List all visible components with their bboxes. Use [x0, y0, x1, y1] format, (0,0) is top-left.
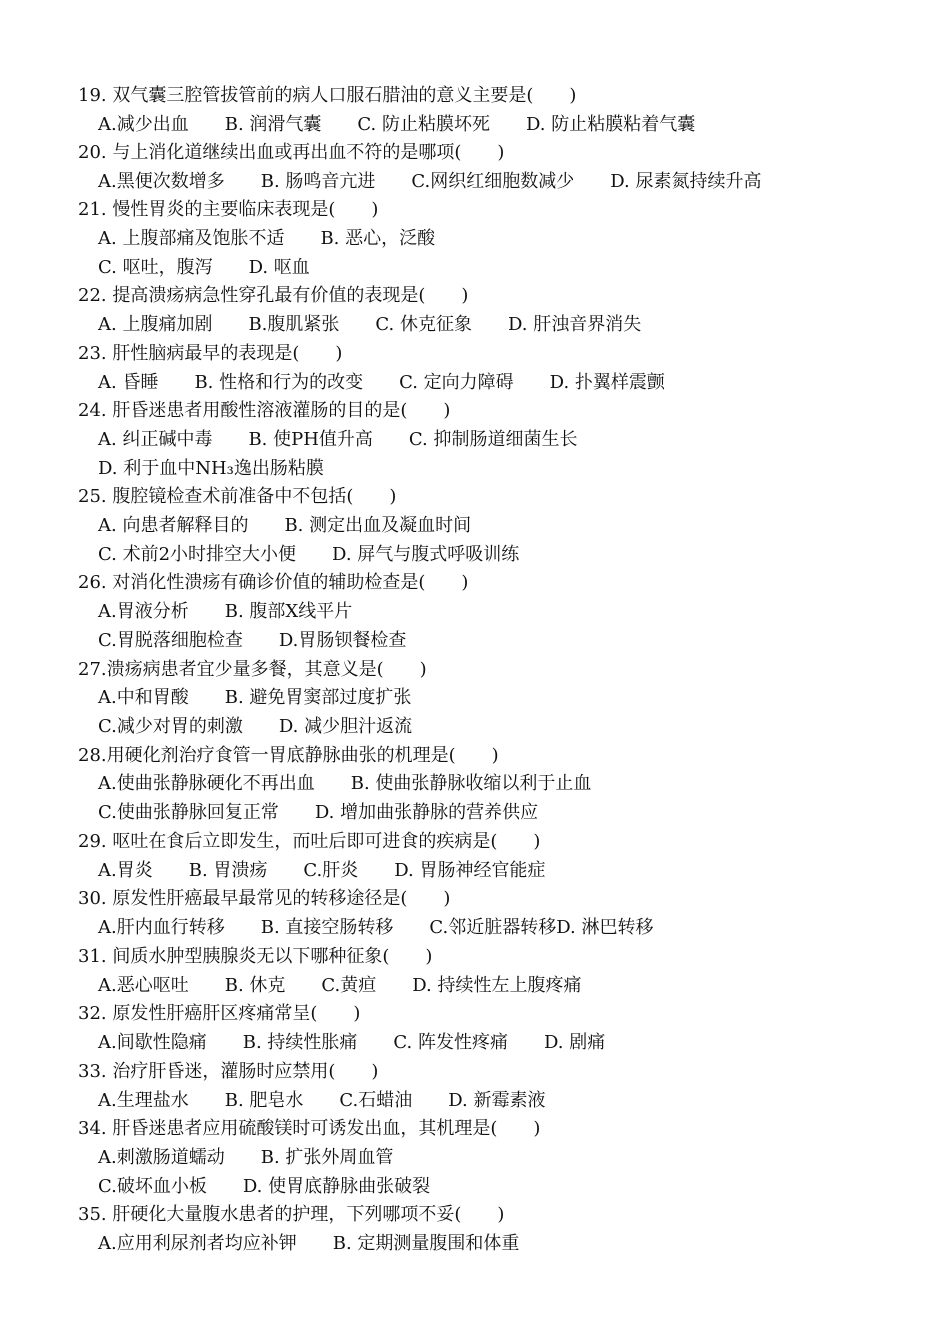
options-29: A.胃炎 B. 胃溃疡 C.肝炎 D. 胃肠神经官能症	[98, 860, 546, 881]
options-30: A.肝内血行转移 B. 直接空肠转移 C.邻近脏器转移D. 淋巴转移	[98, 917, 654, 938]
question-34: 34. 肝昏迷患者应用硫酸镁时可诱发出血，其机理是( )	[78, 1118, 541, 1139]
question-33: 33. 治疗肝昏迷，灌肠时应禁用( )	[78, 1061, 379, 1082]
options-32: A.间歇性隐痛 B. 持续性胀痛 C. 阵发性疼痛 D. 剧痛	[98, 1032, 606, 1053]
options-20: A.黑便次数增多 B. 肠鸣音亢进 C.网织红细胞数减少 D. 尿素氮持续升高	[98, 171, 762, 192]
options-34-a: A.刺激肠道蠕动 B. 扩张外周血管	[98, 1147, 394, 1168]
options-21-a: A. 上腹部痛及饱胀不适 B. 恶心，泛酸	[98, 228, 436, 249]
question-31: 31. 间质水肿型胰腺炎无以下哪种征象( )	[78, 946, 433, 967]
options-26-a: A.胃液分析 B. 腹部X线平片	[98, 601, 353, 622]
options-26-b: C.胃脱落细胞检查 D.胃肠钡餐检查	[98, 630, 407, 651]
question-19: 19. 双气囊三腔管拔管前的病人口服石腊油的意义主要是( )	[78, 85, 577, 106]
options-22: A. 上腹痛加剧 B.腹肌紧张 C. 休克征象 D. 肝浊音界消失	[98, 314, 642, 335]
options-27-b: C.减少对胃的刺激 D. 减少胆汁返流	[98, 716, 413, 737]
question-28: 28.用硬化剂治疗食管一胃底静脉曲张的机理是( )	[78, 745, 499, 766]
options-31: A.恶心呕吐 B. 休克 C.黄疸 D. 持续性左上腹疼痛	[98, 975, 582, 996]
options-24-a: A. 纠正碱中毒 B. 使PH值升高 C. 抑制肠道细菌生长	[98, 429, 578, 450]
options-35-a: A.应用利尿剂者均应补钾 B. 定期测量腹围和体重	[98, 1233, 520, 1254]
question-20: 20. 与上消化道继续出血或再出血不符的是哪项( )	[78, 142, 505, 163]
question-32: 32. 原发性肝癌肝区疼痛常呈( )	[78, 1003, 361, 1024]
options-28-a: A.使曲张静脉硬化不再出血 B. 使曲张静脉收缩以利于止血	[98, 773, 592, 794]
options-28-b: C.使曲张静脉回复正常 D. 增加曲张静脉的营养供应	[98, 802, 539, 823]
question-27: 27.溃疡病患者宜少量多餐，其意义是( )	[78, 659, 427, 680]
options-19: A.减少出血 B. 润滑气囊 C. 防止粘膜坏死 D. 防止粘膜粘着气囊	[98, 114, 696, 135]
options-34-b: C.破坏血小板 D. 使胃底静脉曲张破裂	[98, 1176, 431, 1197]
question-26: 26. 对消化性溃疡有确诊价值的辅助检查是( )	[78, 572, 469, 593]
question-29: 29. 呕吐在食后立即发生，而吐后即可进食的疾病是( )	[78, 831, 541, 852]
options-27-a: A.中和胃酸 B. 避免胃窦部过度扩张	[98, 687, 412, 708]
question-21: 21. 慢性胃炎的主要临床表现是( )	[78, 199, 379, 220]
options-21-b: C. 呕吐，腹泻 D. 呕血	[98, 257, 310, 278]
options-24-b: D. 利于血中NH₃逸出肠粘膜	[98, 458, 324, 479]
options-23: A. 昏睡 B. 性格和行为的改变 C. 定向力障碍 D. 扑翼样震颤	[98, 372, 665, 393]
question-35: 35. 肝硬化大量腹水患者的护理，下列哪项不妥( )	[78, 1204, 505, 1225]
options-25-a: A. 向患者解释目的 B. 测定出血及凝血时间	[98, 515, 472, 536]
question-25: 25. 腹腔镜检查术前准备中不包括( )	[78, 486, 397, 507]
question-24: 24. 肝昏迷患者用酸性溶液灌肠的目的是( )	[78, 400, 451, 421]
question-22: 22. 提高溃疡病急性穿孔最有价值的表现是( )	[78, 285, 469, 306]
options-33: A.生理盐水 B. 肥皂水 C.石蜡油 D. 新霉素液	[98, 1090, 546, 1111]
question-30: 30. 原发性肝癌最早最常见的转移途径是( )	[78, 888, 451, 909]
options-25-b: C. 术前2小时排空大小便 D. 屏气与腹式呼吸训练	[98, 544, 520, 565]
question-23: 23. 肝性脑病最早的表现是( )	[78, 343, 343, 364]
